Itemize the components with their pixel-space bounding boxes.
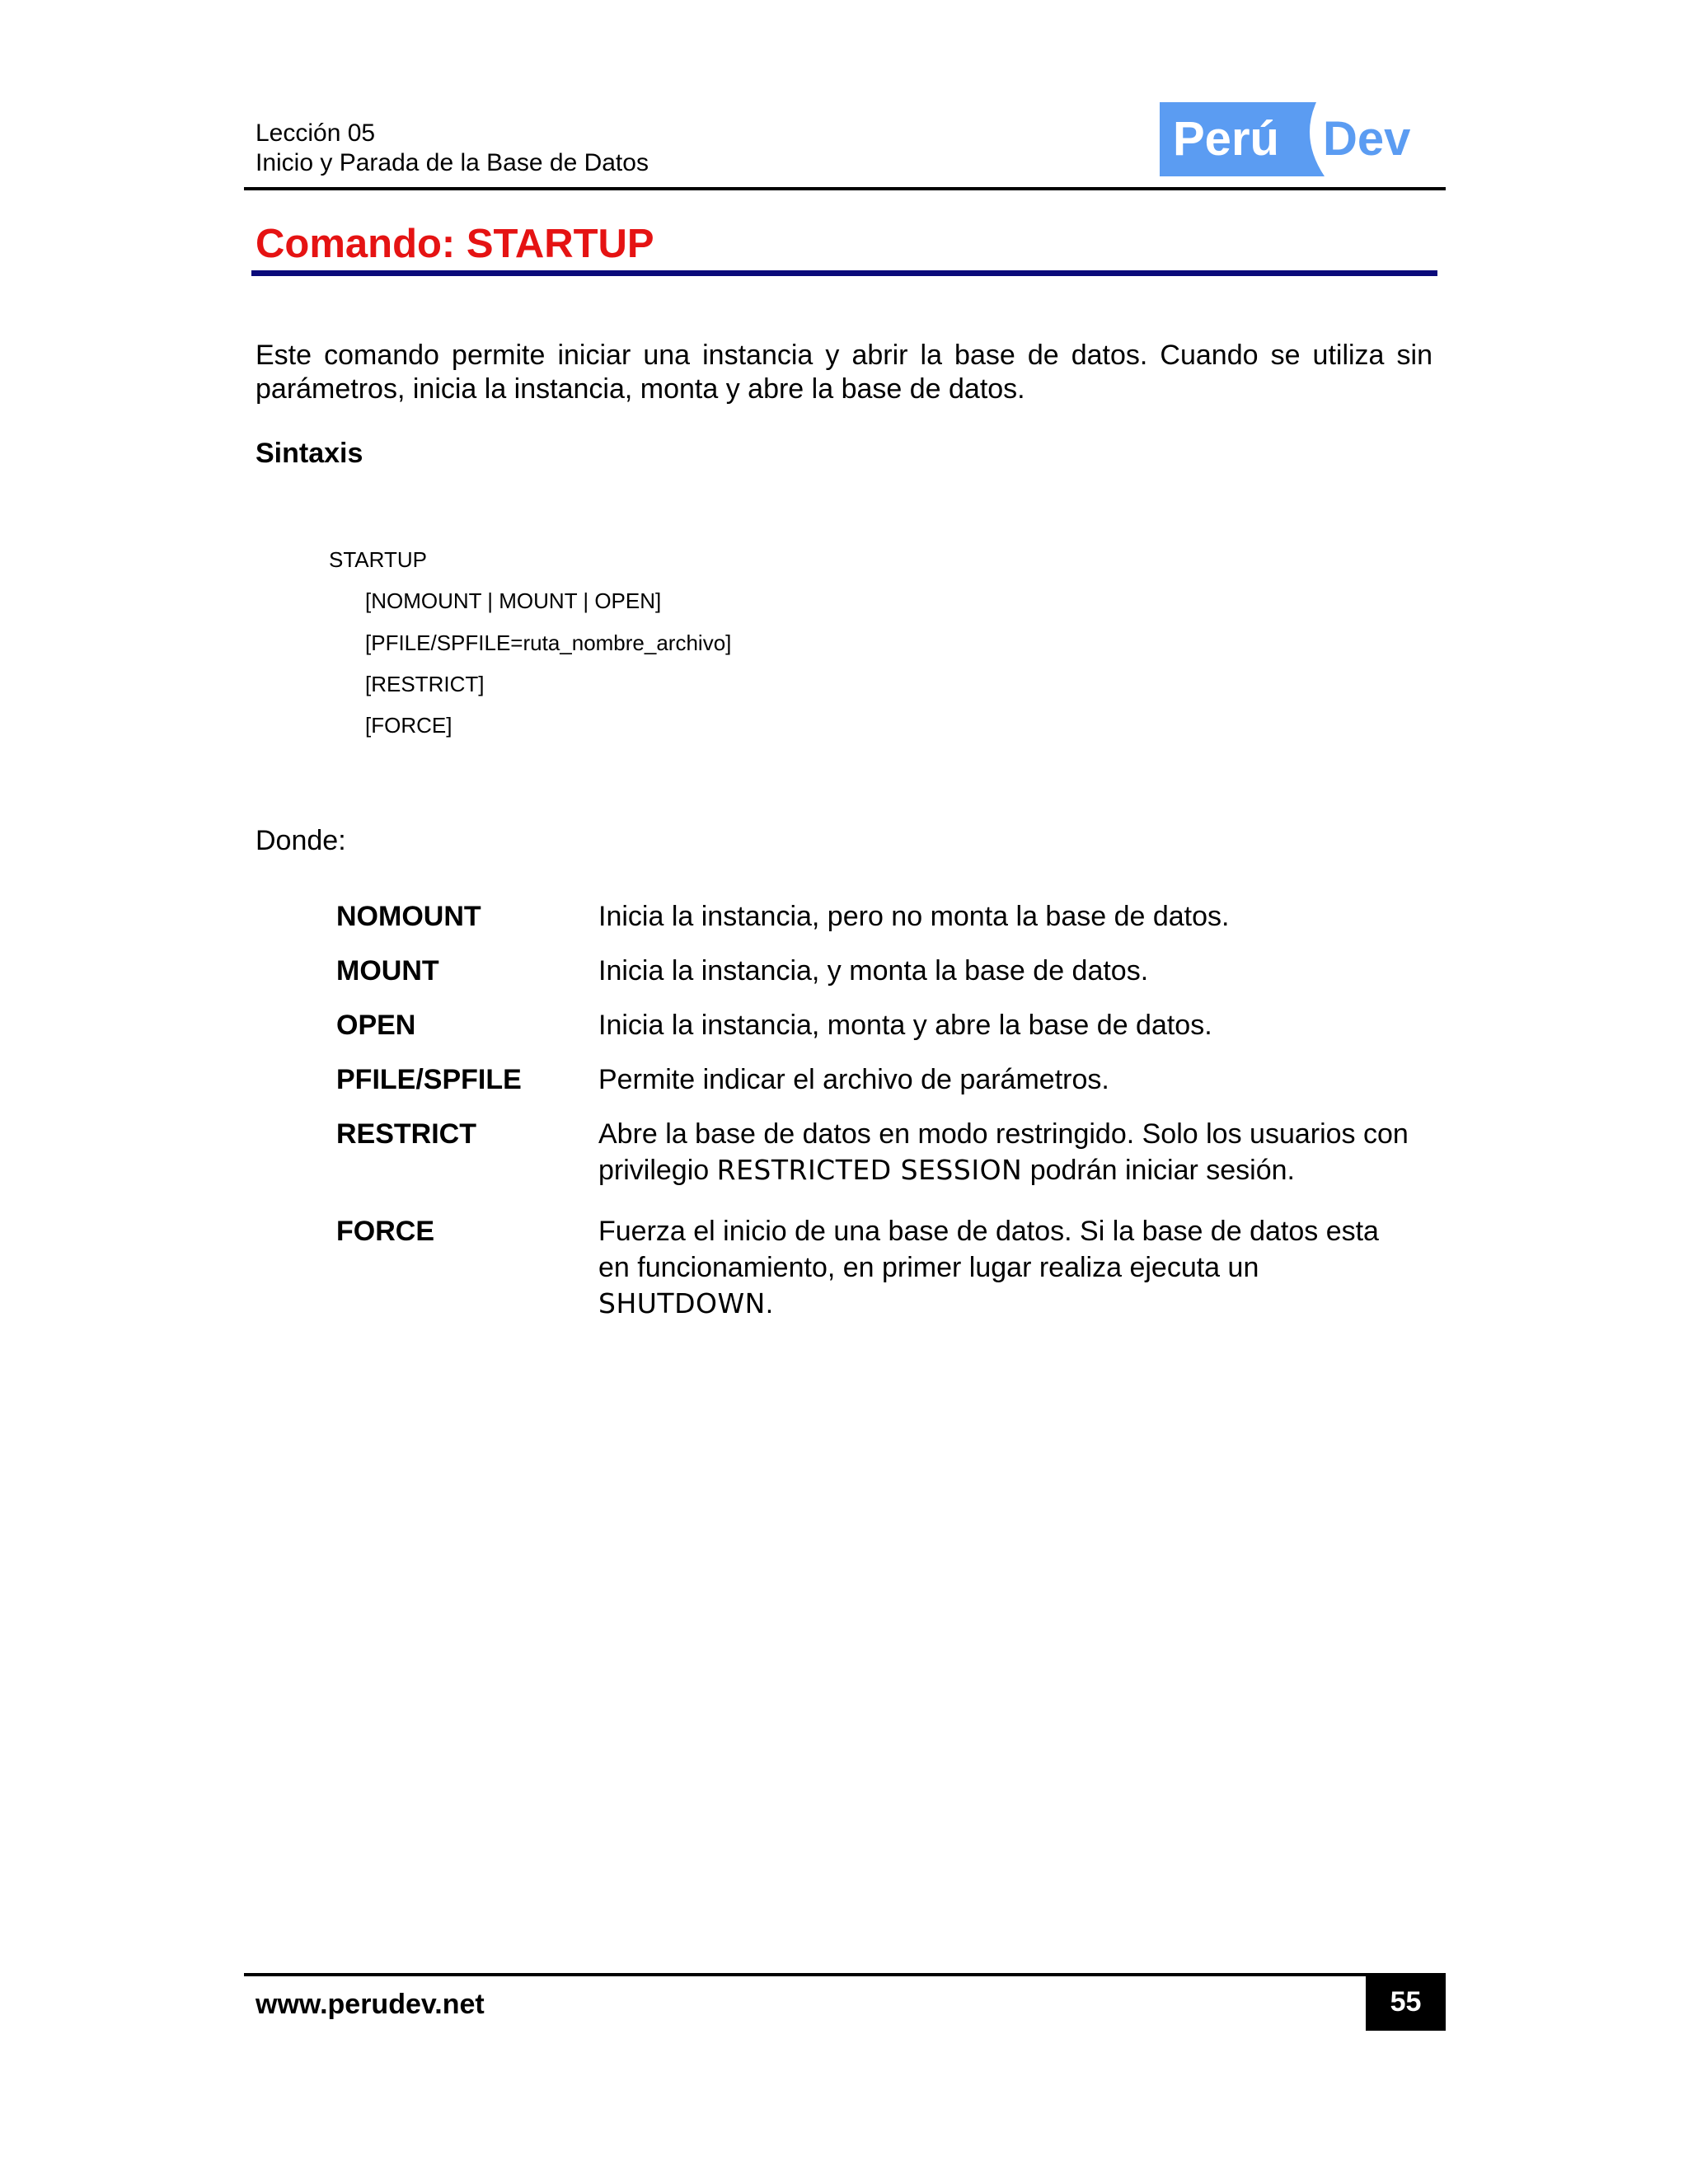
definition-desc-text: privilegio (598, 1155, 710, 1186)
where-label: Donde: (256, 825, 346, 856)
definition-term: OPEN (336, 1010, 416, 1041)
definition-desc-line: en funcionamiento, en primer lugar realiza ejecuta un (598, 1252, 1259, 1283)
syntax-option: [RESTRICT] (365, 672, 485, 696)
definition-desc-line (598, 1152, 1447, 1188)
definition-desc: Permite indicar el archivo de parámetros. (598, 1064, 1109, 1095)
definition-desc-text: . (765, 1288, 774, 1319)
definition-desc-line (598, 1286, 1447, 1322)
definition-desc-text: podrán iniciar sesión. (1029, 1155, 1295, 1186)
definition-desc: Inicia la instancia, y monta la base de datos. (598, 955, 1149, 987)
lesson-number: Lección 05 (256, 120, 376, 147)
footer-divider (244, 1973, 1446, 1976)
definition-desc-line: Fuerza el inicio de una base de datos. Si la base de datos esta (598, 1216, 1379, 1247)
syntax-option: [PFILE/SPFILE=ruta_nombre_archivo] (365, 630, 732, 655)
title-underline (251, 270, 1437, 276)
definition-desc (598, 1116, 1447, 1188)
definition-term: FORCE (336, 1216, 434, 1247)
definition-term: MOUNT (336, 955, 439, 987)
definition-code: SHUTDOWN (598, 1287, 766, 1319)
intro-paragraph: Este comando permite iniciar una instancia y abrir la base de datos. Cuando se utiliza sin parámetros, inicia la instancia, monta y abre la base de datos. (256, 340, 1432, 405)
definition-desc-line: Abre la base de datos en modo restringido. Solo los usuarios con (598, 1118, 1409, 1150)
definition-desc: Inicia la instancia, pero no monta la base de datos. (598, 901, 1230, 932)
syntax-heading: Sintaxis (256, 438, 363, 469)
perudev-logo (1160, 102, 1430, 176)
page-number: 55 (1366, 1973, 1446, 2031)
definition-desc: Inicia la instancia, monta y abre la base de datos. (598, 1010, 1212, 1041)
logo-text-right: Dev (1323, 112, 1411, 166)
syntax-command: STARTUP (329, 547, 427, 572)
definition-code: RESTRICTED SESSION (716, 1154, 1023, 1186)
definition-term: RESTRICT (336, 1118, 476, 1150)
page-title: Comando: STARTUP (256, 222, 654, 266)
syntax-option: [FORCE] (365, 713, 452, 738)
definition-term: NOMOUNT (336, 901, 481, 932)
definition-desc (598, 1213, 1447, 1322)
lesson-title: Inicio y Parada de la Base de Datos (256, 149, 649, 176)
syntax-option: [NOMOUNT | MOUNT | OPEN] (365, 588, 662, 613)
logo-text-left: Perú (1173, 112, 1279, 166)
footer-url: www.perudev.net (256, 1989, 485, 2020)
definition-term: PFILE/SPFILE (336, 1064, 522, 1095)
header-divider (244, 187, 1446, 190)
